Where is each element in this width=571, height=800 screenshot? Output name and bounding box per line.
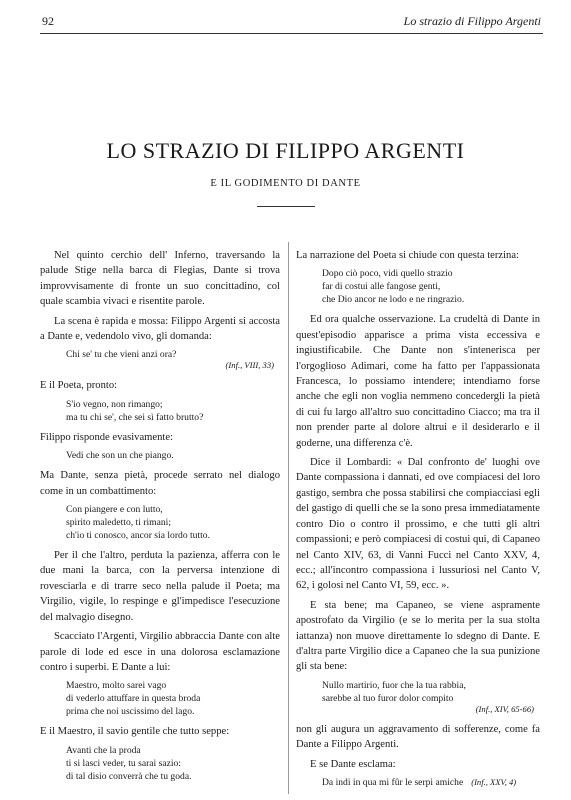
verse-quote: [66, 449, 280, 462]
verse-line: [322, 776, 540, 789]
paragraph: Nel quinto cerchio dell' Inferno, traversando la palude Stige nella barca di Flegias, Dante si trova improvvisamente di fronte un suo concittadino, col quale scambia vivaci e risentite parole.: [40, 250, 280, 308]
right-column: [296, 248, 540, 795]
verse-line: sarebbe al tuo furor dolor compito: [322, 692, 454, 704]
verse-line: Avanti che la proda: [66, 744, 141, 756]
paragraph: Dice il Lombardi: « Dal confronto de' luoghi ove Dante compassiona i dannati, ed ove compiacesi del loro gastigo, sembra che possa stabilirsi che compiacciasi egli del gastigo di quelli che se la sono presa immediatamente contro Dio o contro il prossimo, e che tutti gli altri compassioni; e però compiacesi di costui qui, di Capaneo nel Canto XIV, 63, di Vanni Fucci nel Canto XXV, 4, ecc.; all'incontro compassiona i lussuriosi nel Canto V, 62, i golosi nel Canto VI, 59, ecc. ».: [296, 457, 540, 592]
verse-line: Nullo martirio, fuor che la tua rabbia,: [322, 679, 466, 691]
page-number: 92: [42, 14, 54, 28]
citation: (Inf., XIV, 65-66): [475, 703, 534, 714]
verse-line: Con piangere e con lutto,: [66, 504, 163, 516]
verse-line: che Dio ancor ne lodo e ne ringrazio.: [322, 294, 465, 306]
verse-quote: [322, 267, 540, 306]
verse-line: Dopo ciò poco, vidi quello strazio: [322, 268, 453, 280]
verse-line: di vederlo attuffare in questa broda: [66, 693, 201, 705]
paragraph: Ma Dante, senza pietà, procede serrato nel dialogo come in un combattimento:: [40, 470, 280, 497]
verse-line: di tal disio converrà che tu goda.: [66, 770, 192, 782]
chapter-subtitle: E IL GODIMENTO DI DANTE: [210, 178, 361, 189]
verse-quote: [66, 348, 280, 372]
paragraph: non gli augura un aggravamento di sofferenze, come fa Dante a Filippo Argenti.: [296, 723, 540, 751]
paragraph: Filippo risponde evasivamente:: [40, 431, 173, 443]
title-rule: [257, 206, 315, 207]
verse-line: ch'io ti conosco, ancor sia lordo tutto.: [66, 530, 211, 542]
verse-quote: [66, 744, 280, 783]
paragraph: E il Maestro, il savio gentile che tutto seppe:: [40, 726, 230, 738]
verse-text: Da indi in qua mi fûr le serpi amiche: [322, 776, 464, 788]
citation: (Inf., VIII, 33): [225, 360, 274, 371]
verse-line: ma tu chi se', che sei sì fatto brutto?: [66, 411, 204, 423]
verse-line: ti si lasci veder, tu sarai sazio:: [66, 757, 181, 769]
paragraph: E sta bene; ma Capaneo, se viene aspramente apostrofato da Virgilio (e se lo merita per la sua stolta iattanza) non muove direttamente lo sdegno di Dante. E d'altra parte Virgilio dice a Capaneo che la sua punizione gli sta bene:: [296, 599, 540, 673]
verse-quote: [322, 776, 540, 789]
chapter-title: LO STRAZIO DI FILIPPO ARGENTI: [106, 138, 465, 163]
verse-line: Chi se' tu che vieni anzi ora?: [66, 349, 177, 361]
paragraph: Per il che l'altro, perduta la pazienza, afferra con le due mani la barca, con la perversa intenzione di rovesciarla e di trarre seco nella palude il Poeta; ma Virgilio, vigile, lo respinge e gl'impedisce l'esecuzione del malvagio disegno.: [40, 550, 280, 623]
column-divider: [288, 242, 289, 794]
verse-line: prima che noi uscissimo del lago.: [66, 706, 195, 718]
page-header: [42, 14, 541, 32]
verse-line: Maestro, molto sarei vago: [66, 680, 167, 692]
verse-line: Vedi che son un che piango.: [66, 450, 174, 462]
left-column: [40, 248, 280, 789]
citation: (Inf., XXV, 4): [471, 776, 517, 787]
verse-quote: [66, 398, 280, 424]
verse-quote: [66, 679, 280, 718]
paragraph: La narrazione del Poeta si chiude con questa terzina:: [296, 250, 519, 261]
paragraph: La scena è rapida e mossa: Filippo Argenti si accosta a Dante e, vedendolo vivo, gli domanda:: [40, 315, 280, 343]
paragraph: E il Poeta, pronto:: [40, 380, 118, 392]
verse-line: far di costui alle fangose genti,: [322, 281, 441, 293]
running-title: Lo strazio di Filippo Argenti: [403, 14, 541, 28]
header-rule: [40, 33, 543, 34]
verse-line: S'io vegno, non rimango;: [66, 398, 163, 410]
paragraph: E se Dante esclama:: [310, 758, 396, 770]
verse-quote: [66, 503, 280, 542]
verse-quote: [322, 679, 540, 716]
paragraph: Scacciato l'Argenti, Virgilio abbraccia Dante con alte parole di lode ed esce in una dolorosa esclamazione contro i superbi. E Dante a lui:: [40, 631, 280, 673]
paragraph: Ed ora qualche osservazione. La crudeltà di Dante in quest'episodio apparisce a prima vista eccessiva e ingiustificabile. Che Dante non s'intenerisca per l'orgoglioso Adimari, come ha fatto per l'appassionata Francesca, lo possiamo intendere; intendiamo forse anche che egli non voglia nemmeno concedergli la pietà di cui fu largo all'altro suo concittadino Ciacco; ma tra il non prender parte al dolore altrui e il desiderarlo e il goderne, una differenza c'è.: [296, 314, 540, 449]
verse-line: spirito maledetto, ti rimani;: [66, 517, 171, 529]
